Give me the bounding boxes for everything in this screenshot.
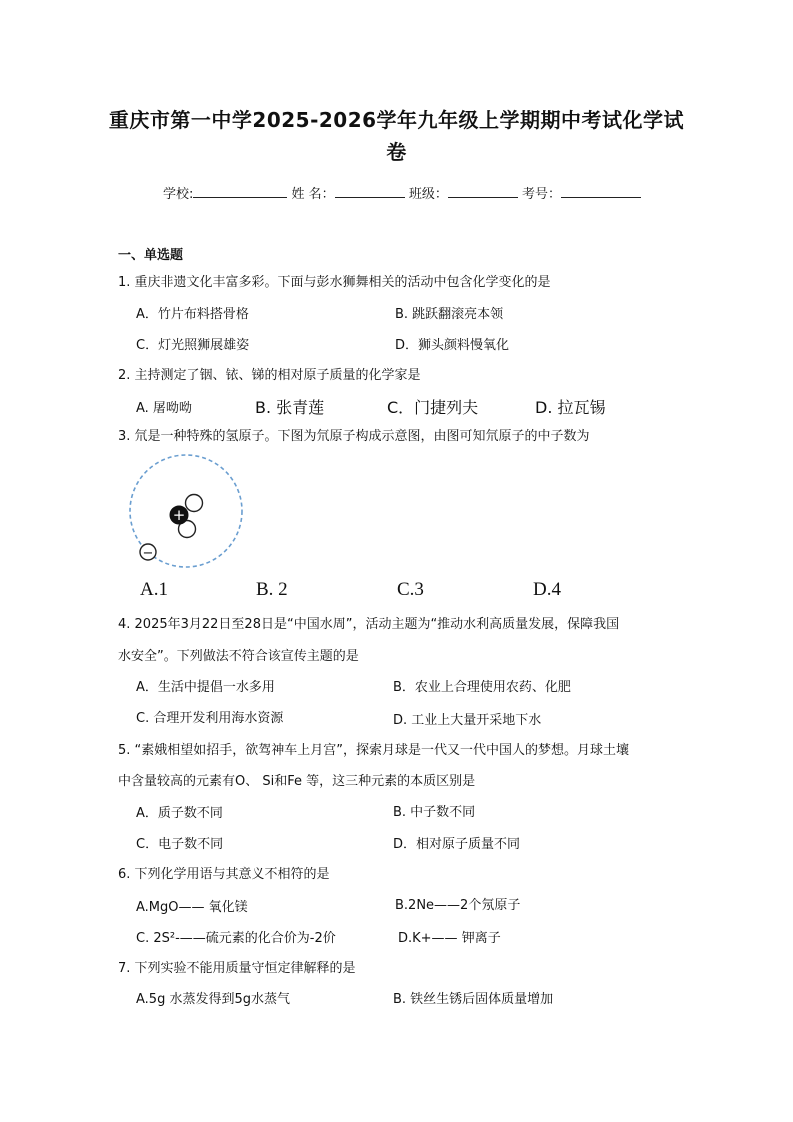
question-3-option-b: B. 2: [256, 579, 288, 600]
title-line-1: 重庆市第一中学2025-2026学年九年级上学期期中考试化学试: [108, 108, 685, 132]
number-label: 考号：: [521, 187, 561, 202]
question-7-option-a: A.5g 水蒸发得到5g水蒸气: [136, 992, 290, 1007]
question-4-option-d: D. 工业上大量开采地下水: [393, 713, 542, 728]
neutron-1: [186, 495, 203, 512]
class-blank: [448, 183, 518, 198]
question-2-option-d: D. 拉瓦锡: [535, 398, 606, 417]
question-6-stem: 6. 下列化学用语与其意义不相符的是: [118, 867, 330, 882]
title-line-2: 卷: [386, 140, 407, 164]
question-3-option-a: A.1: [140, 579, 168, 600]
question-4-option-a: A．生活中提倡一水多用: [136, 680, 275, 695]
question-2-option-c: C．门捷列夫: [387, 398, 479, 417]
question-3-option-d: D.4: [533, 579, 561, 600]
question-6-option-c: C. 2S²-——硫元素的化合价为-2价: [136, 931, 336, 946]
name-label: 姓 名：: [291, 187, 335, 202]
question-5-option-b: B. 中子数不同: [393, 805, 476, 820]
deuterium-atom-diagram: [125, 452, 250, 572]
question-6-option-b: B.2Ne——2个氖原子: [395, 898, 521, 913]
question-3-option-c: C.3: [397, 579, 424, 600]
question-1-option-c: C．灯光照狮展雄姿: [136, 338, 250, 353]
question-7-option-b: B. 铁丝生锈后固体质量增加: [393, 992, 554, 1007]
question-1-option-a: A．竹片布料搭骨格: [136, 307, 249, 322]
question-4-stem-line-1: 4. 2025年3月22日至28日是“中国水周”，活动主题为“推动水利高质量发展，保障我国: [118, 617, 620, 632]
number-blank: [561, 183, 641, 198]
school-blank: [193, 183, 287, 198]
electron-sign: −: [142, 546, 154, 561]
class-label: 班级：: [408, 187, 448, 202]
proton-sign: +: [172, 506, 186, 524]
question-2-option-b: B. 张青莲: [255, 398, 325, 417]
section-heading: 一、单选题: [118, 248, 184, 263]
question-4-option-c: C. 合理开发利用海水资源: [136, 711, 284, 726]
question-2-option-a: A. 屠呦呦: [136, 401, 192, 416]
question-5-stem-line-1: 5. “素娥相望如招手，欲驾神车上月宫”，探索月球是一代又一代中国人的梦想。月球土壤: [118, 743, 630, 758]
question-5-stem-line-2: 中含量较高的元素有O、 Si和Fe 等，这三种元素的本质区别是: [118, 774, 476, 789]
question-4-stem-line-2: 水安全”。下列做法不符合该宣传主题的是: [118, 649, 359, 664]
question-3-stem: 3. 氘是一种特殊的氢原子。下图为氘原子构成示意图，由图可知氘原子的中子数为: [118, 429, 590, 444]
question-5-option-d: D．相对原子质量不同: [393, 837, 521, 852]
question-4-option-b: B．农业上合理使用农药、化肥: [393, 680, 571, 695]
school-label: 学校:: [163, 187, 194, 202]
question-6-option-d: D.K+—— 钾离子: [398, 931, 501, 946]
student-info-row: [163, 183, 641, 202]
name-blank: [335, 183, 405, 198]
question-5-option-c: C．电子数不同: [136, 837, 224, 852]
question-1-option-b: B. 跳跃翻滚亮本领: [395, 307, 504, 322]
question-1-stem: 1. 重庆非遗文化丰富多彩。下面与彭水狮舞相关的活动中包含化学变化的是: [118, 275, 551, 290]
question-5-option-a: A．质子数不同: [136, 806, 223, 821]
question-6-option-a: A.MgO—— 氧化镁: [136, 900, 248, 915]
question-7-stem: 7. 下列实验不能用质量守恒定律解释的是: [118, 961, 356, 976]
question-2-stem: 2. 主持测定了铟、铱、锑的相对原子质量的化学家是: [118, 368, 421, 383]
question-1-option-d: D．狮头颜料慢氧化: [395, 338, 510, 353]
